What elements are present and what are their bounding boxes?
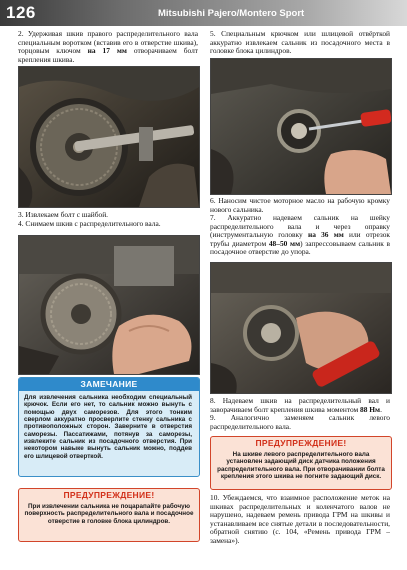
step-8-text: 8. Надеваем шкив на распределительный вал и заворачиваем болт крепления шкива моментом 88 Нм. — [210, 396, 390, 414]
step-6-text: 6. Наносим чистое моторное масло на рабочую кромку нового сальника. — [210, 196, 390, 214]
warning-box-sensor-disk — [210, 436, 392, 490]
warning-text-right: На шкиве левого распределительного вала установлен задающий диск датчика положения распределительного вала. При отворачивании болта крепления этого шкива не погните задающий диск. — [217, 451, 385, 481]
page-number: 126 — [6, 3, 36, 22]
warning-box-seal — [18, 488, 200, 542]
step-3-text: 3. Извлекаем болт с шайбой. — [18, 210, 109, 219]
warning-text: При извлечении сальника не поцарапайте рабочую поверхность распределительного вала и посадочное отверстие в головке блока цилиндров. — [24, 503, 194, 525]
photo-seal-pressing — [210, 262, 392, 394]
step-5-text: 5. Специальным крючком или шлицевой отвёрткой аккуратно извлекаем сальник из посадочного места в головке блока цилиндров. — [210, 29, 390, 56]
step-7-text: 7. Аккуратно надеваем сальник на шейку распределительного вала и через оправку (инструментальную головку на 36 мм или отрезок трубы диаметром 48–50 мм) запрессовываем сальник в посадочное отверстие до упора. — [210, 213, 391, 257]
step-4-text: 4. Снимаем шкив с распределительного вала. — [18, 219, 161, 228]
step-9-text: 9. Аналогично заменяем сальник левого распределительного вала. — [210, 413, 390, 431]
note-box — [18, 377, 200, 477]
step-10-text: 10. Убеждаемся, что взаимное расположение меток на шкивах распределительных и коленчатого валов не нарушено, надеваем ремень привода ГРМ на шкивы и устанавливаем все снятые детали в последовательности, обратной снятию (с. 104, «Ремень привода ГРМ – замена»). — [210, 493, 390, 545]
photo-pulley-holding-tool — [18, 66, 200, 208]
step-2-text: 2. Удерживая шкив правого распределительного вала специальным воротком (вставив его в отверстие шкива), торцовым ключом на 17 мм отворачиваем болт крепления шкива. — [18, 29, 199, 64]
warning-title: ПРЕДУПРЕЖДЕНИЕ! — [19, 490, 199, 500]
note-text: Для извлечения сальника необходим специальный крючок. Если его нет, то сальник можно вынуть с помощью двух саморезов. Для этого тонким сверлом аккуратно просверлите стенку сальника с противоположных сторон. Заверните в отверстия саморезы. Пассатижами, потянув за саморезы, извлеките сальник из посадочного отверстия. При некотором навыке вынуть сальник можно, поддев его шлицевой отверткой. — [24, 394, 192, 460]
page-header — [0, 0, 407, 26]
book-title: Mitsubishi Pajero/Montero Sport — [158, 8, 305, 19]
photo-pulley-removal — [18, 235, 200, 375]
photo-seal-extraction — [210, 58, 392, 195]
note-title: ЗАМЕЧАНИЕ — [19, 378, 199, 391]
warning-title-right: ПРЕДУПРЕЖДЕНИЕ! — [211, 438, 391, 448]
